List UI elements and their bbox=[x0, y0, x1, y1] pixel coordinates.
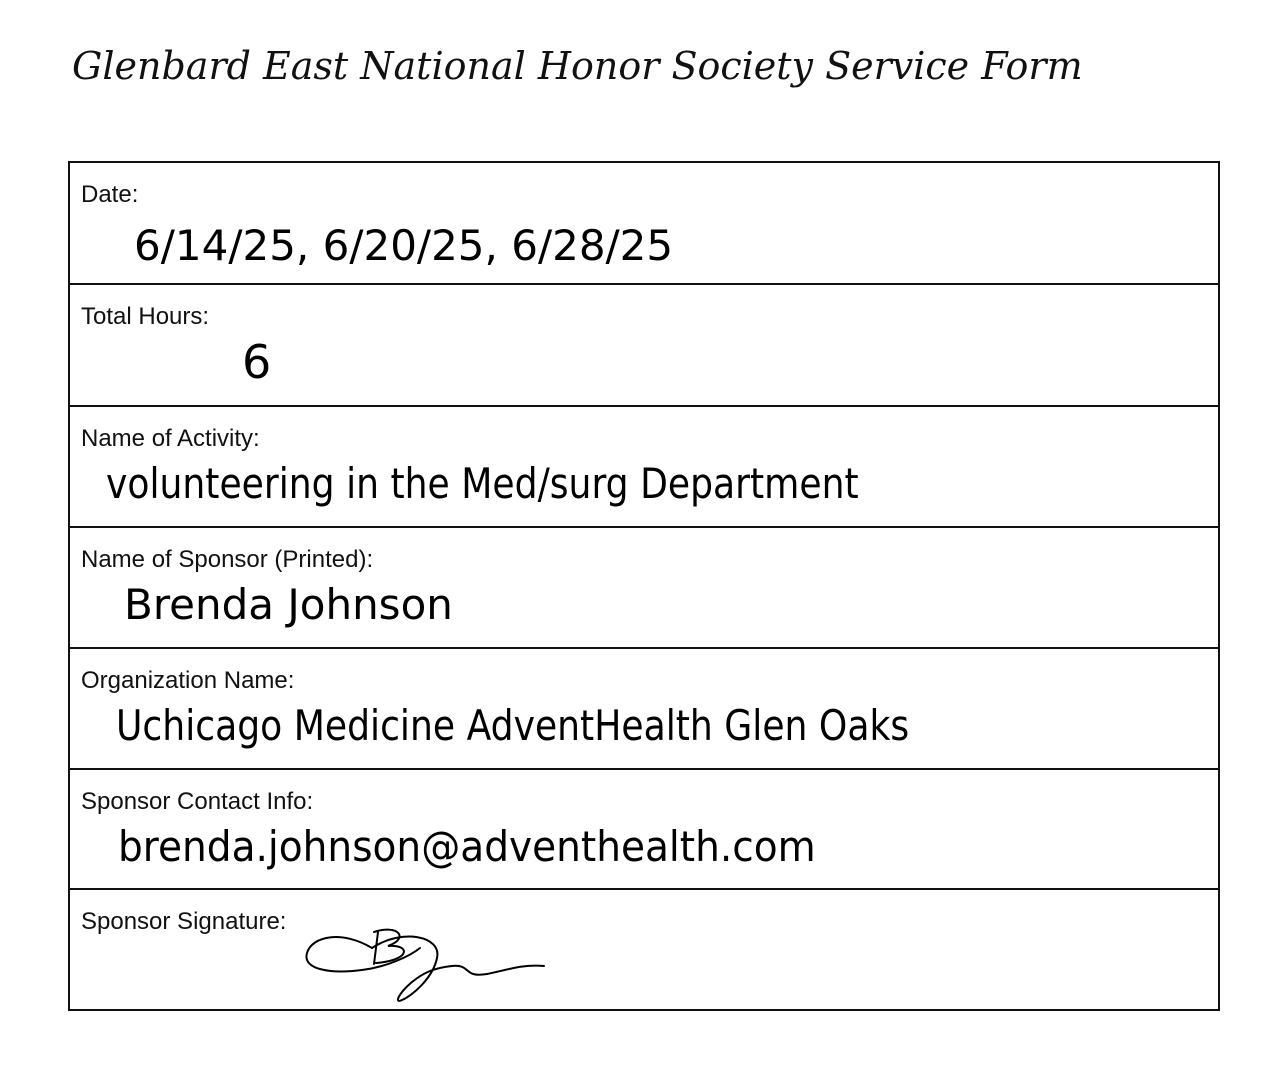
form-title: Glenbard East National Honor Society Service Form bbox=[72, 44, 1083, 88]
date-label: Date: bbox=[81, 181, 139, 208]
activity-value: volunteering in the Med/surg Department bbox=[106, 459, 859, 508]
sponsor-name-row bbox=[70, 528, 1218, 649]
activity-row bbox=[70, 407, 1218, 528]
signature-label: Sponsor Signature: bbox=[81, 908, 287, 935]
signature-row bbox=[70, 890, 1218, 1009]
sponsor-signature bbox=[302, 908, 562, 1008]
sponsor-name-value: Brenda Johnson bbox=[124, 580, 453, 629]
total-hours-label: Total Hours: bbox=[81, 303, 210, 330]
service-form bbox=[68, 161, 1220, 1011]
date-row bbox=[70, 163, 1218, 285]
organization-label: Organization Name: bbox=[81, 667, 295, 694]
contact-row bbox=[70, 770, 1218, 890]
sponsor-name-label: Name of Sponsor (Printed): bbox=[81, 546, 374, 573]
activity-label: Name of Activity: bbox=[81, 425, 260, 452]
contact-value: brenda.johnson@adventhealth.com bbox=[118, 822, 816, 871]
contact-label: Sponsor Contact Info: bbox=[81, 788, 314, 815]
organization-value: Uchicago Medicine AdventHealth Glen Oaks bbox=[116, 701, 910, 750]
organization-row bbox=[70, 649, 1218, 770]
total-hours-row bbox=[70, 285, 1218, 407]
total-hours-value: 6 bbox=[242, 335, 272, 389]
date-value: 6/14/25, 6/20/25, 6/28/25 bbox=[134, 221, 674, 270]
